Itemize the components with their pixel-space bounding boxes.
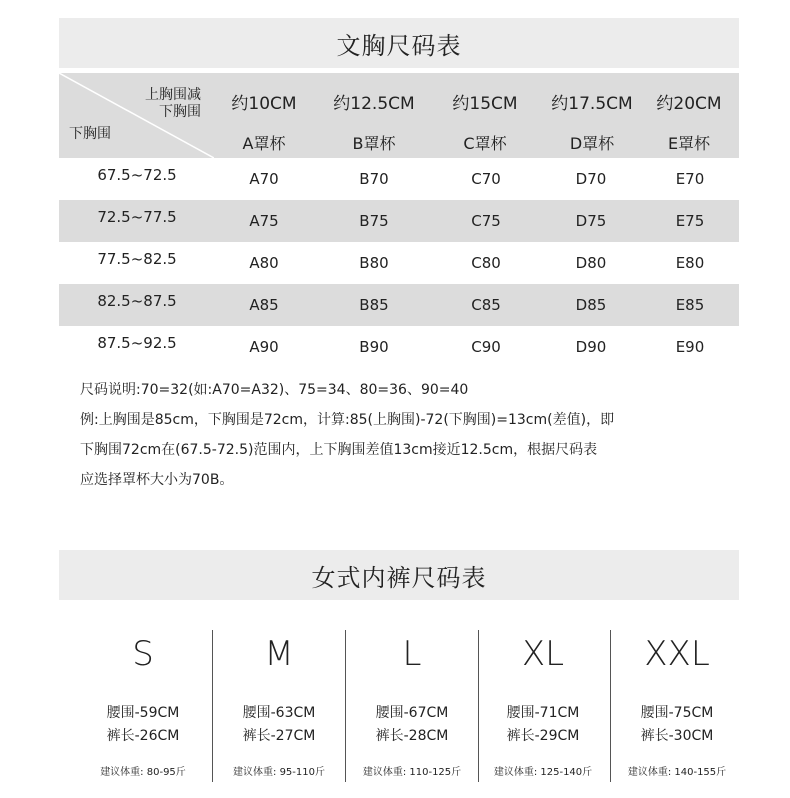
size-cell: D75 <box>575 212 607 230</box>
size-cell: B70 <box>359 170 389 188</box>
size-cell: B90 <box>359 338 389 356</box>
waist-measure: 腰围-63CM <box>242 705 316 721</box>
corner-label-line2: 下胸围 <box>159 104 201 120</box>
header-col-e <box>639 73 739 158</box>
corner-label-difference <box>135 87 201 121</box>
header-col-c <box>429 73 541 158</box>
size-cell: E80 <box>675 254 705 272</box>
header-col-d <box>532 73 652 158</box>
waist-measure: 腰围-71CM <box>506 705 580 721</box>
size-letter: XL <box>521 634 565 674</box>
cup-label: E罩杯 <box>667 134 711 153</box>
column-divider <box>212 630 213 782</box>
size-cell: E70 <box>675 170 705 188</box>
length-measure: 裤长-30CM <box>640 728 714 744</box>
table-row <box>59 242 739 284</box>
size-cell: A85 <box>249 296 279 314</box>
bra-chart-title: 文胸尺码表 <box>59 18 739 68</box>
size-column-m <box>212 630 346 780</box>
bra-table-header <box>59 73 739 158</box>
size-cell: D80 <box>575 254 607 272</box>
size-cell: C90 <box>471 338 501 356</box>
size-cell: C75 <box>471 212 501 230</box>
example-note-line2: 下胸围72cm在(67.5-72.5)范围内，上下胸围差值13cm接近12.5cm，根据尺码表 <box>80 442 598 458</box>
column-divider <box>478 630 479 782</box>
recommended-weight: 建议体重: 140-155斤 <box>627 767 727 778</box>
cup-difference: 约17.5CM <box>551 94 633 114</box>
size-cell: E85 <box>675 296 705 314</box>
size-cell: B80 <box>359 254 389 272</box>
underbust-range: 77.5~82.5 <box>97 250 177 268</box>
table-row <box>59 158 739 200</box>
waist-measure: 腰围-67CM <box>375 705 449 721</box>
cup-label: B罩杯 <box>352 134 396 153</box>
size-cell: A90 <box>249 338 279 356</box>
brief-chart-title: 女式内裤尺码表 <box>59 550 739 600</box>
cup-difference: 约12.5CM <box>333 94 415 114</box>
recommended-weight: 建议体重: 95-110斤 <box>233 767 325 778</box>
brief-size-list <box>76 630 746 780</box>
recommended-weight: 建议体重: 125-140斤 <box>493 767 593 778</box>
length-measure: 裤长-29CM <box>506 728 580 744</box>
table-row <box>59 200 739 242</box>
length-measure: 裤长-27CM <box>242 728 316 744</box>
size-cell: A75 <box>249 212 279 230</box>
underbust-range: 67.5~72.5 <box>97 166 177 184</box>
underbust-range: 82.5~87.5 <box>97 292 177 310</box>
column-divider <box>345 630 346 782</box>
cup-difference: 约10CM <box>231 94 297 114</box>
size-cell: A70 <box>249 170 279 188</box>
size-cell: C80 <box>471 254 501 272</box>
size-cell: E75 <box>675 212 705 230</box>
table-row <box>59 284 739 326</box>
size-letter: L <box>402 634 422 674</box>
corner-label-line1: 上胸围减 <box>145 87 201 103</box>
bra-size-table <box>59 73 739 368</box>
corner-label-underbust: 下胸围 <box>69 126 111 142</box>
underbust-range: 72.5~77.5 <box>97 208 177 226</box>
size-cell: D85 <box>575 296 607 314</box>
header-col-a <box>209 73 319 158</box>
cup-label: C罩杯 <box>463 134 507 153</box>
recommended-weight: 建议体重: 80-95斤 <box>100 767 186 778</box>
length-measure: 裤长-28CM <box>375 728 449 744</box>
size-note: 尺码说明:70=32(如:A70=A32)、75=34、80=36、90=40 <box>80 382 469 398</box>
size-column-l <box>345 630 479 780</box>
size-letter: S <box>132 634 154 674</box>
size-cell: B75 <box>359 212 389 230</box>
cup-label: A罩杯 <box>242 134 286 153</box>
waist-measure: 腰围-75CM <box>640 705 714 721</box>
length-measure: 裤长-26CM <box>106 728 180 744</box>
recommended-weight: 建议体重: 110-125斤 <box>362 767 462 778</box>
size-cell: C70 <box>471 170 501 188</box>
size-column-s <box>76 630 210 780</box>
size-cell: A80 <box>249 254 279 272</box>
example-note-line1: 例:上胸围是85cm，下胸围是72cm，计算:85(上胸围)-72(下胸围)=13cm(差值)，即 <box>80 412 615 428</box>
size-letter: XXL <box>644 634 710 674</box>
size-column-xxl <box>610 630 744 780</box>
size-cell: D70 <box>575 170 607 188</box>
column-divider <box>610 630 611 782</box>
cup-difference: 约20CM <box>656 94 722 114</box>
cup-label: D罩杯 <box>569 134 615 153</box>
cup-difference: 约15CM <box>452 94 518 114</box>
table-row <box>59 326 739 368</box>
underbust-range: 87.5~92.5 <box>97 334 177 352</box>
size-column-xl <box>476 630 610 780</box>
size-cell: E90 <box>675 338 705 356</box>
example-note-line3: 应选择罩杯大小为70B。 <box>80 472 234 488</box>
size-cell: D90 <box>575 338 607 356</box>
size-cell: C85 <box>471 296 501 314</box>
size-cell: B85 <box>359 296 389 314</box>
header-col-b <box>314 73 434 158</box>
size-letter: M <box>264 634 294 674</box>
waist-measure: 腰围-59CM <box>106 705 180 721</box>
